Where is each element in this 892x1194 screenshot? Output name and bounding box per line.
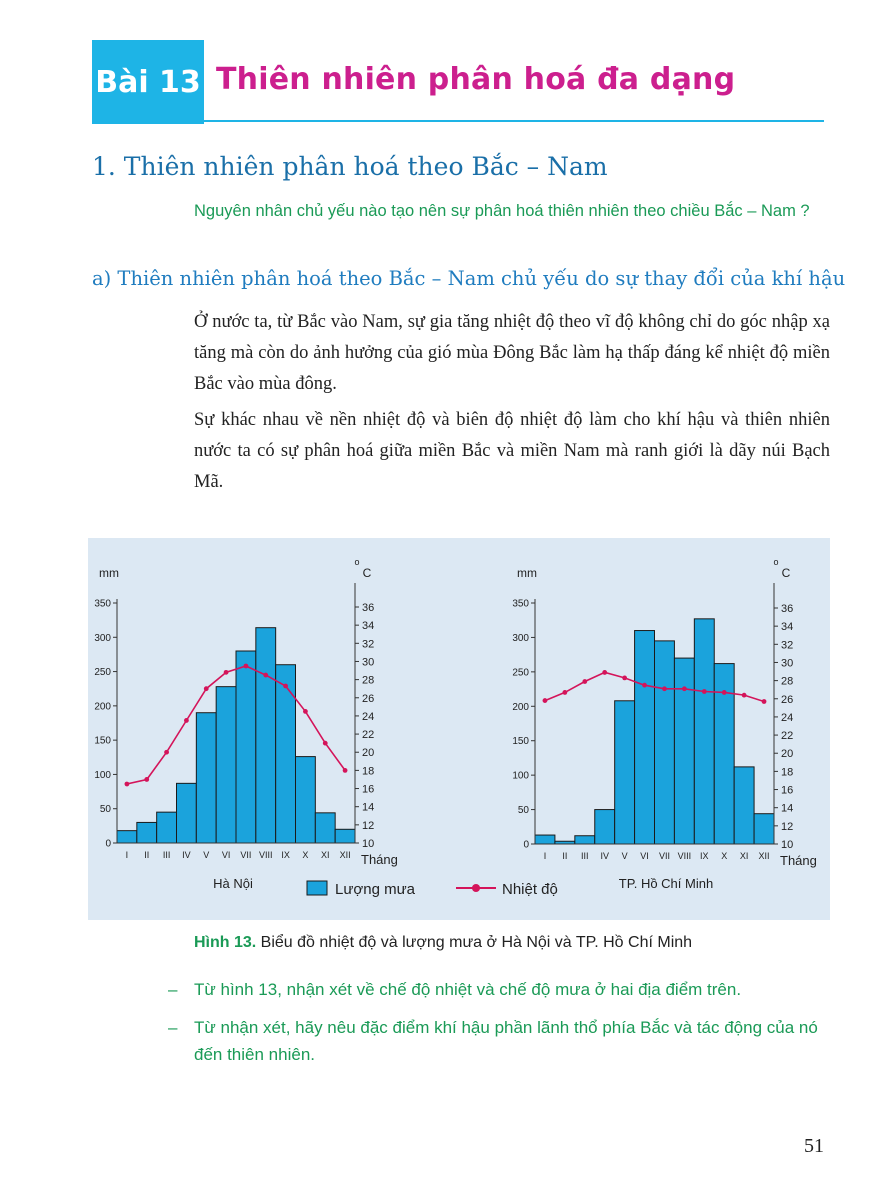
rain-bar [575, 836, 595, 844]
temperature-point [582, 679, 587, 684]
month-label: I [125, 850, 129, 860]
right-tick-label: 16 [781, 784, 794, 797]
rain-bar [315, 813, 335, 843]
month-label: VI [640, 851, 649, 861]
task-item [168, 1014, 832, 1068]
rain-bar [754, 814, 774, 844]
rain-bar [276, 665, 296, 843]
page-number: 51 [804, 1135, 824, 1157]
temperature-point [224, 670, 229, 675]
temperature-point [662, 686, 667, 691]
month-label: IV [600, 851, 609, 861]
figure-caption-label: Hình 13. [194, 934, 257, 951]
rain-bar [216, 687, 236, 843]
left-tick-label: 250 [94, 667, 111, 679]
right-tick-label: 22 [362, 729, 375, 742]
month-label: III [162, 850, 171, 860]
left-tick-label: 0 [523, 839, 529, 851]
left-tick-label: 150 [512, 736, 529, 748]
right-axis-unit: C [781, 566, 791, 580]
header-divider [204, 120, 824, 122]
right-tick-label: 34 [781, 621, 794, 634]
right-axis-unit: C [362, 566, 372, 580]
left-tick-label: 300 [94, 632, 111, 644]
temperature-point [323, 741, 328, 746]
lesson-header [92, 40, 824, 124]
left-tick-label: 300 [512, 632, 529, 644]
paragraph-1: Ở nước ta, từ Bắc vào Nam, sự gia tăng nhiệt độ theo vĩ độ không chỉ do góc nhập xạ tăng mà còn do ảnh hưởng của gió mùa Đông Bắc làm hạ thấp đáng kể nhiệt độ miền Bắc vào mùa đông. [194, 312, 830, 394]
right-tick-label: 36 [362, 602, 375, 614]
month-label: X [721, 851, 728, 861]
rain-bar [157, 812, 177, 843]
right-tick-label: 14 [781, 802, 794, 815]
right-tick-label: 30 [362, 656, 375, 669]
task-item [168, 976, 832, 1003]
month-label: XII [339, 850, 351, 860]
right-tick-label: 12 [362, 819, 375, 832]
right-tick-label: 34 [362, 620, 375, 633]
left-tick-label: 100 [94, 769, 111, 781]
right-tick-label: 10 [362, 838, 375, 850]
right-tick-label: 30 [781, 657, 794, 670]
month-label: VIII [258, 850, 273, 860]
temperature-point [543, 698, 548, 703]
rain-bar [535, 835, 555, 844]
month-label: II [562, 851, 568, 861]
right-tick-label: 20 [362, 747, 375, 760]
temperature-point [682, 686, 687, 691]
month-label: V [621, 851, 628, 861]
temperature-point [742, 693, 747, 698]
chart-title: TP. Hồ Chí Minh [618, 876, 714, 891]
climate-figure [88, 538, 830, 920]
temperature-point [184, 718, 189, 723]
x-axis-title: Tháng [780, 853, 817, 868]
right-tick-label: 18 [362, 765, 375, 778]
right-tick-label: 26 [781, 693, 794, 706]
month-label: III [581, 851, 589, 861]
right-tick-label: 32 [362, 638, 375, 651]
month-label: VII [240, 850, 252, 860]
rain-bar [734, 767, 754, 844]
temperature-point [562, 690, 567, 695]
temperature-point [642, 683, 647, 688]
chart-title: Hà Nội [213, 876, 253, 891]
left-tick-label: 100 [512, 770, 529, 782]
right-tick-label: 12 [781, 820, 794, 833]
temperature-point [602, 670, 607, 675]
legend-rain-label: Lượng mưa [335, 881, 415, 898]
paragraph-2: Sự khác nhau về nền nhiệt độ và biên độ nhiệt độ làm cho khí hậu và thiên nhiên nước ta có sự phân hoá giữa miền Bắc và miền Nam mà ranh giới là dãy núi Bạch Mã. [194, 410, 830, 492]
legend-rain-swatch [307, 881, 327, 895]
month-label: X [302, 850, 309, 860]
lesson-title: Thiên nhiên phân hoá đa dạng [216, 62, 736, 97]
task-dash: – [168, 1018, 178, 1037]
rain-bar [655, 641, 675, 844]
month-label: VIII [677, 851, 692, 861]
left-tick-label: 200 [94, 701, 111, 713]
right-tick-label: 24 [362, 710, 375, 723]
temperature-point [263, 673, 268, 678]
month-label: XI [320, 850, 330, 860]
legend-temp-marker [472, 884, 480, 892]
task-text: Từ nhận xét, hãy nêu đặc điểm khí hậu phần lãnh thổ phía Bắc và tác động của nó đến thiên nhiên. [194, 1018, 818, 1064]
temperature-point [283, 684, 288, 689]
left-tick-label: 200 [512, 701, 529, 713]
rain-bar [177, 783, 197, 843]
figure-caption-text: Biểu đồ nhiệt độ và lượng mưa ở Hà Nội và TP. Hồ Chí Minh [256, 934, 693, 951]
x-axis-title: Tháng [361, 852, 398, 867]
lesson-number-badge: Bài 13 [92, 40, 204, 124]
left-tick-label: 350 [512, 598, 529, 610]
rain-bar [635, 631, 655, 844]
task-text: Từ hình 13, nhận xét về chế độ nhiệt và chế độ mưa ở hai địa điểm trên. [194, 980, 742, 999]
month-label: V [203, 850, 210, 860]
right-tick-label: 20 [781, 748, 794, 761]
legend-temp-label: Nhiệt độ [502, 881, 558, 898]
left-tick-label: 350 [94, 598, 111, 610]
temperature-point [702, 689, 707, 694]
task-dash: – [168, 980, 178, 999]
left-tick-label: 50 [517, 805, 529, 817]
left-axis-unit: mm [517, 566, 537, 580]
right-tick-label: 32 [781, 639, 794, 652]
temperature-point [144, 777, 149, 782]
degree-symbol: o [354, 557, 360, 567]
climate-charts-svg [88, 538, 830, 920]
rain-bar [137, 822, 157, 843]
rain-bar [256, 628, 276, 843]
temperature-point [722, 690, 727, 695]
section-heading: 1. Thiên nhiên phân hoá theo Bắc – Nam [92, 152, 608, 181]
left-axis-unit: mm [99, 566, 119, 580]
rain-bar [236, 651, 256, 843]
left-tick-label: 250 [512, 667, 529, 679]
right-tick-label: 18 [781, 766, 794, 779]
temperature-point [343, 768, 348, 773]
temperature-point [762, 699, 767, 704]
month-label: IV [182, 850, 191, 860]
temperature-point [204, 686, 209, 691]
month-label: IX [700, 851, 709, 861]
rain-bar [296, 757, 316, 843]
subsection-heading: a) Thiên nhiên phân hoá theo Bắc – Nam chủ yếu do sự thay đổi của khí hậu [92, 267, 846, 290]
rain-bar [335, 829, 355, 843]
right-tick-label: 16 [362, 783, 375, 796]
right-tick-label: 14 [362, 801, 375, 814]
right-tick-label: 28 [781, 675, 794, 688]
rain-bar [674, 658, 694, 844]
month-label: II [144, 850, 150, 860]
right-tick-label: 10 [781, 839, 794, 851]
month-label: XI [739, 851, 749, 861]
right-tick-label: 22 [781, 730, 794, 743]
left-tick-label: 150 [94, 735, 111, 747]
left-tick-label: 0 [105, 838, 111, 850]
month-label: IX [281, 850, 290, 860]
temperature-point [244, 664, 249, 669]
temperature-point [622, 675, 627, 680]
month-label: VI [221, 850, 231, 860]
right-tick-label: 26 [362, 692, 375, 705]
rain-bar [196, 713, 216, 843]
rain-bar [117, 831, 137, 843]
month-label: I [543, 851, 547, 861]
figure-caption [194, 934, 692, 952]
rain-bar [615, 701, 635, 844]
right-tick-label: 36 [781, 603, 794, 615]
right-tick-label: 24 [781, 711, 794, 724]
left-tick-label: 50 [99, 804, 111, 816]
temperature-point [125, 782, 130, 787]
month-label: VII [658, 851, 670, 861]
right-tick-label: 28 [362, 674, 375, 687]
degree-symbol: o [773, 557, 779, 567]
rain-bar [595, 810, 615, 844]
temperature-point [303, 709, 308, 714]
month-label: XII [758, 851, 770, 861]
temperature-point [164, 750, 169, 755]
rain-bar [694, 619, 714, 844]
guiding-question: Nguyên nhân chủ yếu nào tạo nên sự phân hoá thiên nhiên theo chiều Bắc – Nam ? [194, 202, 810, 220]
